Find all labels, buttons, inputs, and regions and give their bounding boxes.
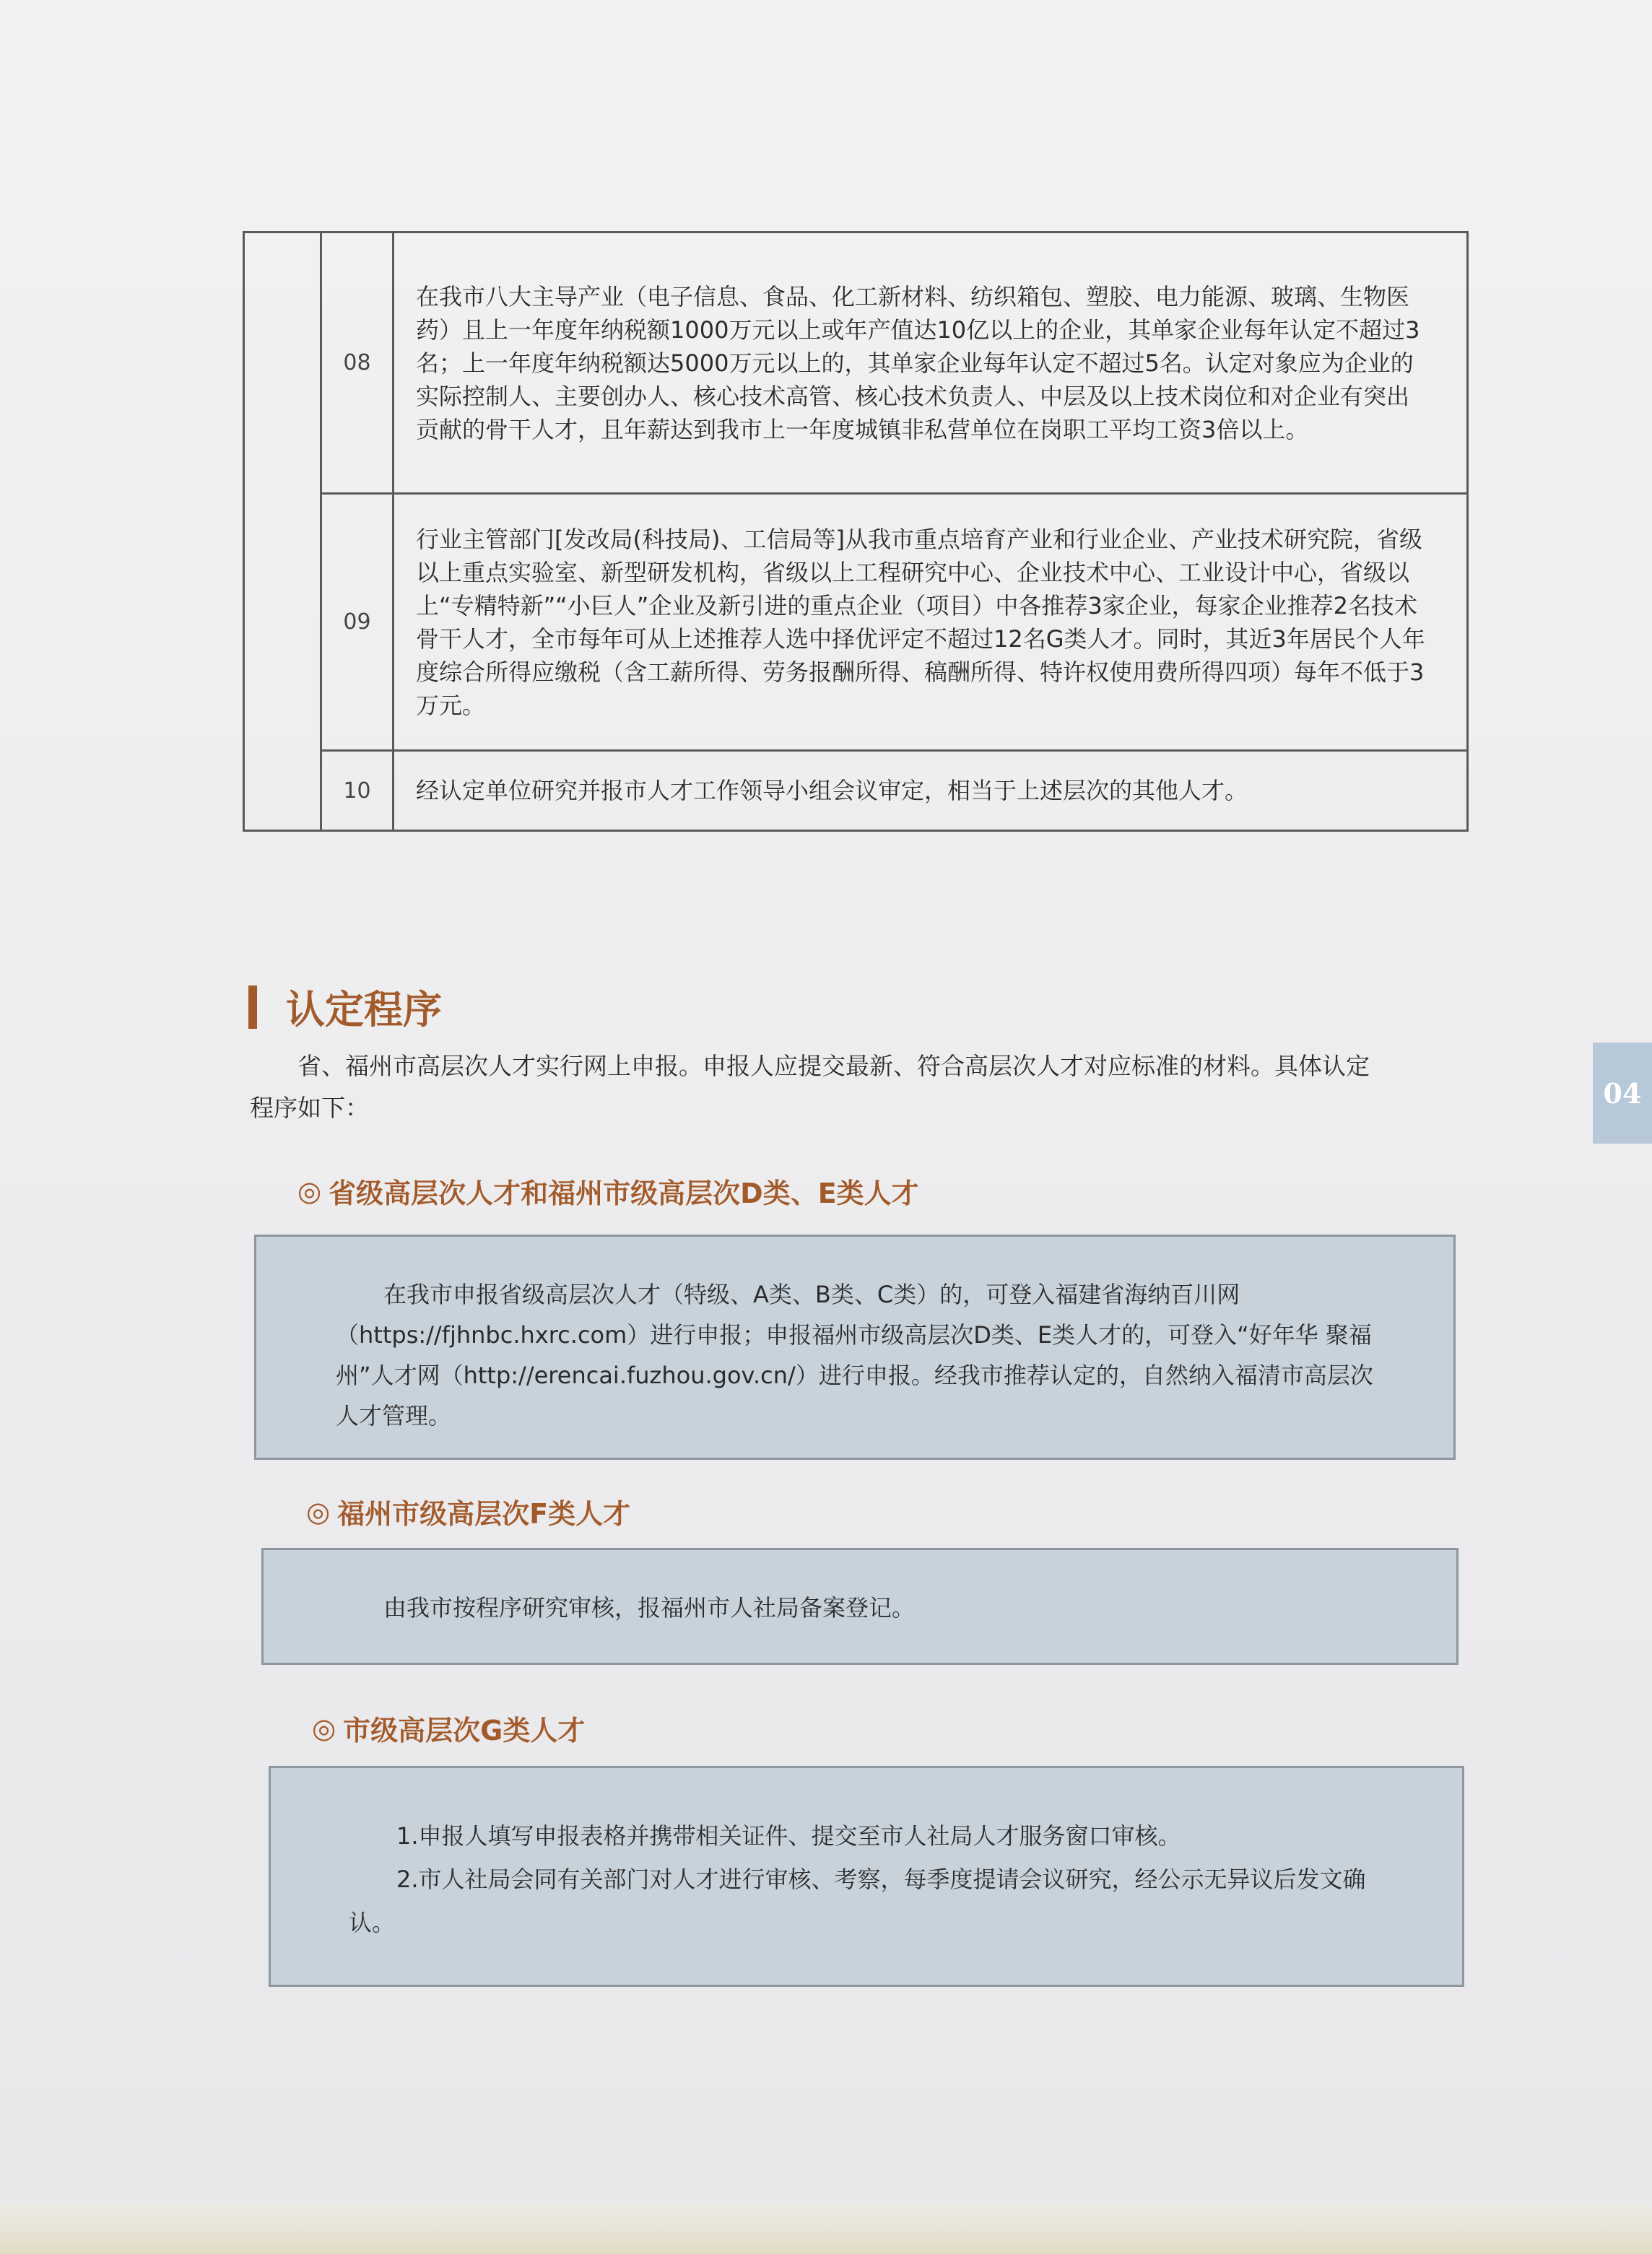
row-number: 08 [322,233,394,492]
row-text: 在我市八大主导产业（电子信息、食品、化工新材料、纺织箱包、塑胶、电力能源、玻璃、生物医药）且上一年度年纳税额1000万元以上或年产值达10亿以上的企业，其单家企业每年认定不超过3名；上一年度年纳税额达5000万元以上的，其单家企业每年认定不超过5名。认定对象应为企业的实际控制人、主要创办人、核心技术高管、核心技术负责人、中层及以上技术岗位和对企业有突出贡献的骨干人才，且年薪达到我市上一年度城镇非私营单位在岗职工平均工资3倍以上。 [416,282,1420,443]
info-box-text [349,1814,1390,1944]
subsection-heading [312,1708,585,1748]
subsection-heading [306,1492,630,1531]
info-box [269,1766,1464,1987]
double-circle-icon: ◎ [306,1495,331,1528]
subsection-heading [297,1171,919,1211]
criteria-table [243,231,1469,832]
info-box [261,1548,1458,1665]
row-text: 行业主管部门[发改局(科技局)、工信局等]从我市重点培育产业和行业企业、产业技术研究院，省级以上重点实验室、新型研发机构，省级以上工程研究中心、企业技术中心、工业设计中心，省级以上“专精特新”“小巨人”企业及新引进的重点企业（项目）中各推荐3家企业，每家企业推荐2名技术骨干人才，全市每年可从上述推荐人选中择优评定不超过12名G类人才。同时，其近3年居民个人年度综合所得应缴税（含工薪所得、劳务报酬所得、稿酬所得、特许权使用费所得四项）每年不低于3万元。 [416,525,1425,719]
table-row [322,233,1466,495]
page-bottom-edge [0,2202,1652,2254]
heading-accent-bar [248,985,257,1029]
row-number: 10 [322,752,394,830]
section-intro: 省、福州市高层次人才实行网上申报。申报人应提交最新、符合高层次人才对应标准的材料。具体认定程序如下： [250,1052,1370,1122]
section-heading [248,979,442,1035]
double-circle-icon: ◎ [297,1175,322,1207]
step-1: 1.申报人填写申报表格并携带相关证件、提交至市人社局人才服务窗口审核。 [396,1822,1181,1850]
table-category-column [245,233,322,830]
row-text: 经认定单位研究并报市人才工作领导小组会议审定，相当于上述层次的其他人才。 [416,777,1248,804]
info-box-text: 在我市申报省级高层次人才（特级、A类、B类、C类）的，可登入福建省海纳百川网（https://fjhnbc.hxrc.com）进行申报；申报福州市级高层次D类、E类人才的，可登入“好年华 聚福州”人才网（http://erencai.fuzhou.gov.cn/）进行申报。经我市推荐认定的，自然纳入福清市高层次人才管理。 [336,1281,1373,1430]
table-row [322,752,1466,830]
subsection-title: 福州市级高层次F类人才 [337,1498,631,1530]
step-2: 2.市人社局会同有关部门对人才进行审核、考察，每季度提请会议研究，经公示无异议后发文确认。 [349,1866,1366,1936]
info-box [254,1235,1456,1460]
subsection-title: 省级高层次人才和福州市级高层次D类、E类人才 [329,1178,919,1209]
double-circle-icon: ◎ [312,1712,336,1744]
table-row [322,495,1466,752]
subsection-title: 市级高层次G类人才 [343,1715,586,1746]
chapter-tab: 04 [1593,1043,1652,1144]
row-number: 09 [322,495,394,749]
info-box-text: 由我市按程序研究审核，报福州市人社局备案登记。 [383,1594,916,1622]
section-title: 认定程序 [286,987,442,1032]
